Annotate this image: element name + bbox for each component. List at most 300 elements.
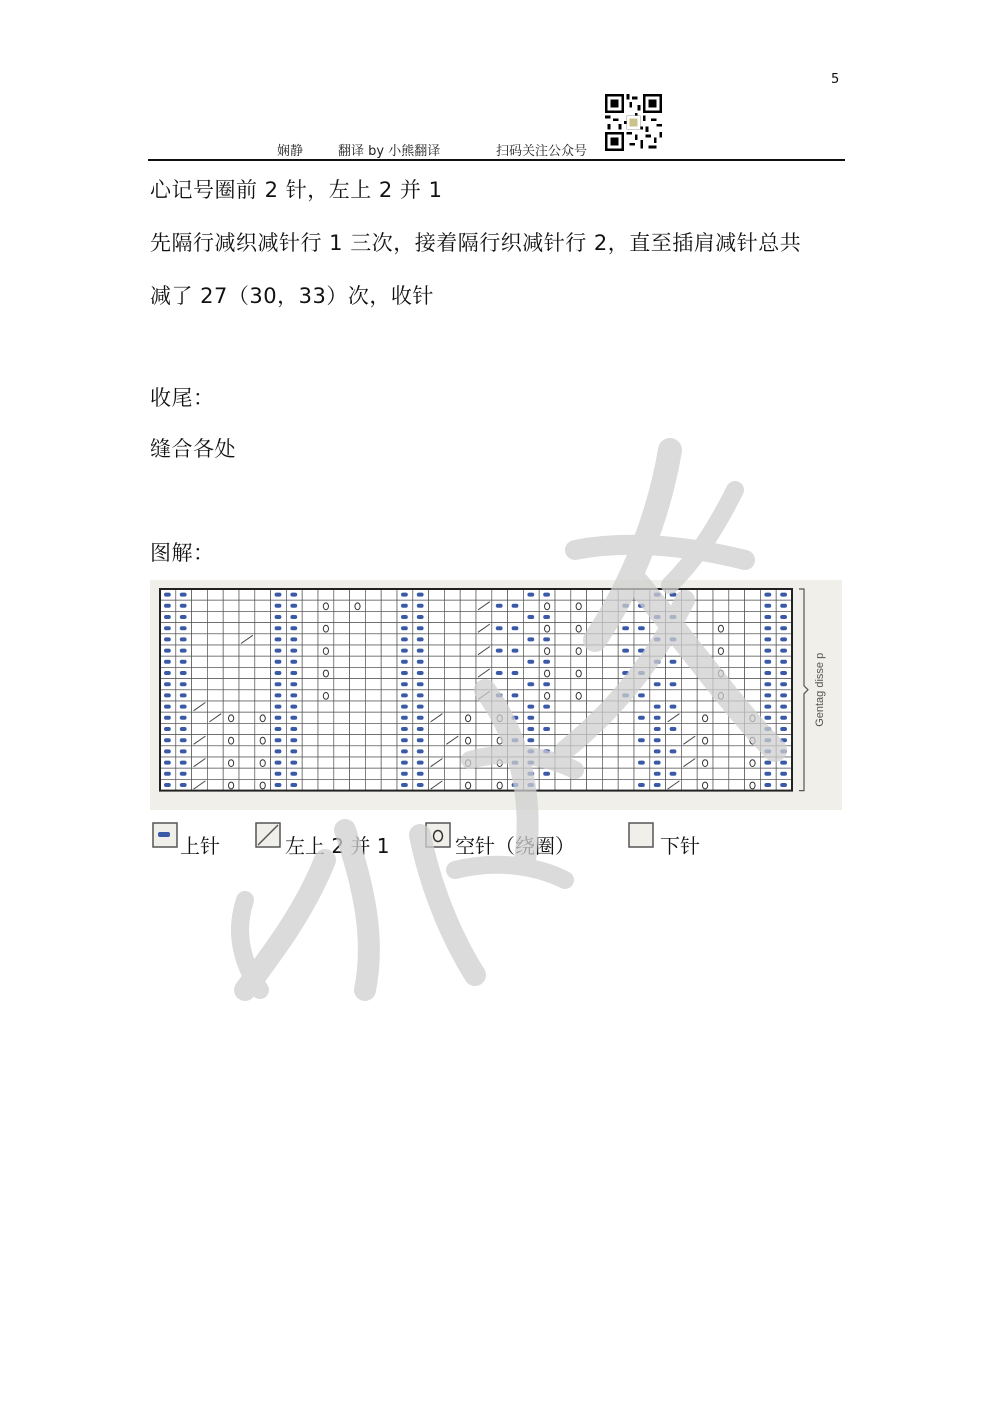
- chart-cell: [223, 611, 239, 622]
- chart-cell: [587, 656, 603, 667]
- purl-mark: [764, 671, 771, 675]
- chart-cell: [571, 735, 587, 746]
- chart-cell: [571, 768, 587, 779]
- chart-cell: [302, 779, 318, 790]
- chart-cell: [365, 611, 381, 622]
- chart-cell: [618, 779, 634, 790]
- chart-cell: [634, 701, 650, 712]
- chart-cell: [713, 611, 729, 622]
- chart-cell: [207, 634, 223, 645]
- purl-mark: [290, 615, 297, 619]
- purl-mark: [290, 637, 297, 641]
- purl-mark: [654, 615, 661, 619]
- chart-cell: [602, 611, 618, 622]
- chart-cell: [650, 667, 666, 678]
- chart-cell: [381, 656, 397, 667]
- chart-cell: [460, 690, 476, 701]
- header-divider: [148, 159, 845, 161]
- chart-cell: [444, 645, 460, 656]
- purl-mark: [764, 593, 771, 597]
- purl-mark: [417, 727, 424, 731]
- chart-cell: [713, 656, 729, 667]
- chart-cell: [334, 679, 350, 690]
- chart-cell: [555, 667, 571, 678]
- chart-cell: [460, 746, 476, 757]
- chart-cell: [192, 611, 208, 622]
- purl-mark: [164, 738, 171, 742]
- chart-cell: [681, 667, 697, 678]
- chart-cell: [444, 667, 460, 678]
- chart-cell: [713, 779, 729, 790]
- purl-mark: [654, 783, 661, 787]
- chart-cell: [239, 679, 255, 690]
- chart-cell: [192, 645, 208, 656]
- chart-cell: [555, 746, 571, 757]
- chart-cell: [587, 768, 603, 779]
- purl-mark: [780, 604, 787, 608]
- chart-cell: [602, 667, 618, 678]
- chart-cell: [302, 667, 318, 678]
- chart-cell: [334, 623, 350, 634]
- purl-mark: [290, 783, 297, 787]
- chart-cell: [429, 656, 445, 667]
- chart-cell: [381, 623, 397, 634]
- purl-mark: [638, 649, 645, 653]
- purl-mark: [180, 637, 187, 641]
- purl-mark: [512, 783, 519, 787]
- chart-cell: [334, 735, 350, 746]
- chart-cell: [587, 667, 603, 678]
- purl-mark: [401, 749, 408, 753]
- chart-cell: [207, 600, 223, 611]
- section-heading-chart: 图解：: [150, 541, 215, 565]
- chart-cell: [476, 746, 492, 757]
- chart-cell: [429, 723, 445, 734]
- purl-mark: [764, 615, 771, 619]
- knit-symbol-icon: [628, 822, 654, 848]
- chart-cell: [602, 735, 618, 746]
- chart-cell: [492, 701, 508, 712]
- chart-cell: [239, 757, 255, 768]
- chart-cell: [539, 757, 555, 768]
- chart-cell: [729, 679, 745, 690]
- chart-cell: [713, 768, 729, 779]
- chart-cell: [239, 667, 255, 678]
- purl-mark: [290, 682, 297, 686]
- chart-cell: [745, 723, 761, 734]
- purl-mark: [417, 772, 424, 776]
- chart-cell: [508, 679, 524, 690]
- chart-cell: [365, 735, 381, 746]
- purl-mark: [290, 693, 297, 697]
- chart-cell: [334, 768, 350, 779]
- purl-mark: [764, 761, 771, 765]
- chart-cell: [444, 600, 460, 611]
- chart-cell: [302, 645, 318, 656]
- chart-cell: [492, 768, 508, 779]
- purl-mark: [780, 772, 787, 776]
- purl-mark: [164, 604, 171, 608]
- purl-mark: [622, 604, 629, 608]
- chart-cell: [207, 667, 223, 678]
- purl-mark: [780, 660, 787, 664]
- chart-cell: [555, 611, 571, 622]
- chart-cell: [555, 723, 571, 734]
- chart-cell: [239, 645, 255, 656]
- purl-mark: [764, 705, 771, 709]
- chart-cell: [334, 779, 350, 790]
- chart-cell: [334, 690, 350, 701]
- purl-mark: [417, 637, 424, 641]
- purl-mark: [417, 660, 424, 664]
- chart-cell: [634, 589, 650, 600]
- chart-cell: [223, 589, 239, 600]
- chart-cell: [571, 746, 587, 757]
- chart-cell: [192, 746, 208, 757]
- purl-mark: [164, 749, 171, 753]
- chart-cell: [255, 768, 271, 779]
- chart-cell: [555, 589, 571, 600]
- purl-mark: [670, 637, 677, 641]
- chart-cell: [302, 701, 318, 712]
- purl-mark: [290, 604, 297, 608]
- chart-cell: [207, 735, 223, 746]
- chart-cell: [555, 623, 571, 634]
- chart-cell: [350, 679, 366, 690]
- chart-cell: [302, 589, 318, 600]
- chart-cell: [508, 723, 524, 734]
- purl-mark: [496, 693, 503, 697]
- chart-cell: [587, 645, 603, 656]
- header-author: 娴静: [277, 144, 304, 159]
- purl-mark: [401, 637, 408, 641]
- purl-mark: [764, 693, 771, 697]
- purl-mark: [164, 671, 171, 675]
- chart-cell: [650, 600, 666, 611]
- chart-cell: [334, 757, 350, 768]
- chart-cell: [602, 589, 618, 600]
- purl-mark: [180, 593, 187, 597]
- purl-mark: [290, 727, 297, 731]
- chart-cell: [745, 611, 761, 622]
- chart-cell: [192, 723, 208, 734]
- chart-cell: [618, 735, 634, 746]
- purl-mark: [654, 593, 661, 597]
- chart-cell: [365, 746, 381, 757]
- chart-cell: [555, 735, 571, 746]
- purl-mark: [638, 671, 645, 675]
- chart-cell: [255, 746, 271, 757]
- purl-mark: [417, 626, 424, 630]
- chart-cell: [587, 701, 603, 712]
- chart-cell: [634, 746, 650, 757]
- repeat-label: Gentag disse p: [814, 652, 826, 727]
- purl-mark: [543, 727, 550, 731]
- chart-cell: [381, 600, 397, 611]
- chart-cell: [697, 645, 713, 656]
- chart-cell: [302, 723, 318, 734]
- chart-cell: [666, 600, 682, 611]
- chart-cell: [729, 768, 745, 779]
- purl-mark: [543, 749, 550, 753]
- chart-cell: [223, 634, 239, 645]
- chart-cell: [602, 679, 618, 690]
- chart-cell: [618, 589, 634, 600]
- purl-mark: [417, 705, 424, 709]
- chart-cell: [555, 600, 571, 611]
- purl-mark: [417, 593, 424, 597]
- chart-cell: [444, 623, 460, 634]
- purl-mark: [527, 682, 534, 686]
- chart-cell: [334, 746, 350, 757]
- chart-cell: [634, 611, 650, 622]
- chart-cell: [429, 679, 445, 690]
- chart-cell: [681, 723, 697, 734]
- purl-mark: [417, 682, 424, 686]
- purl-mark: [543, 593, 550, 597]
- chart-cell: [745, 634, 761, 645]
- chart-cell: [745, 690, 761, 701]
- chart-cell: [334, 667, 350, 678]
- purl-mark: [654, 749, 661, 753]
- purl-mark: [275, 716, 282, 720]
- chart-cell: [302, 757, 318, 768]
- chart-cell: [207, 611, 223, 622]
- chart-cell: [508, 656, 524, 667]
- chart-cell: [350, 645, 366, 656]
- chart-cell: [587, 757, 603, 768]
- purl-mark: [527, 783, 534, 787]
- chart-cell: [508, 768, 524, 779]
- chart-cell: [429, 768, 445, 779]
- chart-cell: [587, 746, 603, 757]
- chart-cell: [681, 656, 697, 667]
- chart-cell: [365, 667, 381, 678]
- chart-cell: [539, 779, 555, 790]
- chart-cell: [571, 589, 587, 600]
- purl-mark: [764, 626, 771, 630]
- chart-cell: [318, 634, 334, 645]
- chart-cell: [365, 690, 381, 701]
- chart-cell: [745, 623, 761, 634]
- purl-mark: [275, 682, 282, 686]
- chart-cell: [729, 634, 745, 645]
- chart-cell: [365, 779, 381, 790]
- chart-cell: [318, 679, 334, 690]
- purl-mark: [180, 604, 187, 608]
- chart-cell: [381, 768, 397, 779]
- purl-mark: [275, 637, 282, 641]
- chart-cell: [492, 611, 508, 622]
- knitting-chart-grid: [150, 580, 842, 810]
- chart-cell: [745, 600, 761, 611]
- chart-cell: [587, 589, 603, 600]
- chart-cell: [508, 701, 524, 712]
- purl-mark: [654, 660, 661, 664]
- chart-cell: [587, 611, 603, 622]
- chart-cell: [587, 634, 603, 645]
- section-heading-finishing: 收尾：: [150, 386, 215, 410]
- chart-cell: [729, 701, 745, 712]
- chart-cell: [697, 690, 713, 701]
- chart-cell: [192, 768, 208, 779]
- chart-cell: [476, 735, 492, 746]
- chart-cell: [444, 634, 460, 645]
- chart-cell: [223, 679, 239, 690]
- purl-mark: [275, 738, 282, 742]
- purl-mark: [275, 783, 282, 787]
- chart-cell: [334, 723, 350, 734]
- chart-cell: [634, 634, 650, 645]
- chart-cell: [365, 623, 381, 634]
- purl-mark: [164, 682, 171, 686]
- purl-mark: [764, 649, 771, 653]
- chart-cell: [350, 667, 366, 678]
- purl-mark: [180, 705, 187, 709]
- purl-mark: [764, 637, 771, 641]
- chart-cell: [207, 701, 223, 712]
- chart-cell: [239, 600, 255, 611]
- chart-cell: [745, 679, 761, 690]
- chart-cell: [350, 656, 366, 667]
- chart-cell: [381, 701, 397, 712]
- purl-mark: [764, 727, 771, 731]
- chart-cell: [381, 634, 397, 645]
- chart-cell: [697, 611, 713, 622]
- purl-mark: [164, 705, 171, 709]
- purl-mark: [780, 637, 787, 641]
- purl-mark: [670, 749, 677, 753]
- chart-cell: [318, 701, 334, 712]
- chart-cell: [192, 623, 208, 634]
- chart-cell: [365, 656, 381, 667]
- chart-cell: [302, 623, 318, 634]
- purl-mark: [527, 761, 534, 765]
- chart-cell: [476, 701, 492, 712]
- chart-cell: [476, 768, 492, 779]
- chart-cell: [618, 701, 634, 712]
- chart-cell: [587, 690, 603, 701]
- purl-mark: [654, 716, 661, 720]
- chart-cell: [381, 589, 397, 600]
- purl-mark: [764, 660, 771, 664]
- chart-cell: [745, 589, 761, 600]
- purl-mark: [417, 693, 424, 697]
- purl-mark: [543, 682, 550, 686]
- chart-cell: [618, 723, 634, 734]
- chart-cell: [729, 779, 745, 790]
- chart-cell: [460, 768, 476, 779]
- purl-mark: [180, 761, 187, 765]
- chart-cell: [697, 600, 713, 611]
- chart-cell: [318, 768, 334, 779]
- chart-cell: [429, 746, 445, 757]
- chart-cell: [681, 634, 697, 645]
- chart-cell: [618, 679, 634, 690]
- chart-cell: [192, 600, 208, 611]
- chart-cell: [460, 611, 476, 622]
- chart-cell: [239, 589, 255, 600]
- chart-cell: [555, 712, 571, 723]
- purl-mark: [764, 738, 771, 742]
- purl-mark: [512, 738, 519, 742]
- chart-cell: [444, 679, 460, 690]
- chart-cell: [334, 634, 350, 645]
- chart-cell: [666, 690, 682, 701]
- paragraph-finishing: 缝合各处: [150, 437, 236, 461]
- chart-cell: [476, 723, 492, 734]
- chart-cell: [587, 735, 603, 746]
- chart-cell: [302, 690, 318, 701]
- purl-mark: [638, 693, 645, 697]
- chart-cell: [476, 611, 492, 622]
- purl-mark: [401, 660, 408, 664]
- purl-mark: [527, 637, 534, 641]
- purl-mark: [496, 604, 503, 608]
- chart-cell: [729, 611, 745, 622]
- purl-mark: [275, 671, 282, 675]
- purl-mark: [417, 671, 424, 675]
- purl-mark: [275, 593, 282, 597]
- chart-cell: [350, 589, 366, 600]
- chart-cell: [729, 723, 745, 734]
- chart-cell: [681, 611, 697, 622]
- chart-cell: [587, 779, 603, 790]
- chart-cell: [255, 667, 271, 678]
- chart-cell: [381, 712, 397, 723]
- purl-mark: [670, 772, 677, 776]
- chart-cell: [239, 779, 255, 790]
- purl-mark: [512, 649, 519, 653]
- chart-cell: [207, 656, 223, 667]
- chart-cell: [681, 600, 697, 611]
- chart-cell: [650, 690, 666, 701]
- chart-cell: [602, 656, 618, 667]
- purl-mark: [401, 705, 408, 709]
- chart-cell: [207, 623, 223, 634]
- purl-mark: [417, 738, 424, 742]
- chart-cell: [223, 701, 239, 712]
- chart-cell: [192, 712, 208, 723]
- chart-cell: [381, 746, 397, 757]
- chart-cell: [713, 723, 729, 734]
- purl-mark: [670, 615, 677, 619]
- chart-cell: [255, 656, 271, 667]
- chart-cell: [334, 589, 350, 600]
- chart-cell: [444, 757, 460, 768]
- chart-cell: [650, 623, 666, 634]
- chart-cell: [302, 679, 318, 690]
- chart-cell: [571, 611, 587, 622]
- chart-cell: [239, 735, 255, 746]
- purl-mark: [622, 671, 629, 675]
- chart-cell: [223, 667, 239, 678]
- chart-cell: [381, 645, 397, 656]
- purl-mark: [401, 716, 408, 720]
- chart-cell: [350, 690, 366, 701]
- chart-cell: [460, 645, 476, 656]
- purl-mark: [180, 716, 187, 720]
- chart-cell: [713, 712, 729, 723]
- chart-cell: [350, 768, 366, 779]
- chart-cell: [539, 735, 555, 746]
- chart-cell: [476, 757, 492, 768]
- purl-mark: [527, 772, 534, 776]
- chart-cell: [729, 589, 745, 600]
- chart-cell: [666, 623, 682, 634]
- chart-cell: [713, 600, 729, 611]
- chart-cell: [318, 656, 334, 667]
